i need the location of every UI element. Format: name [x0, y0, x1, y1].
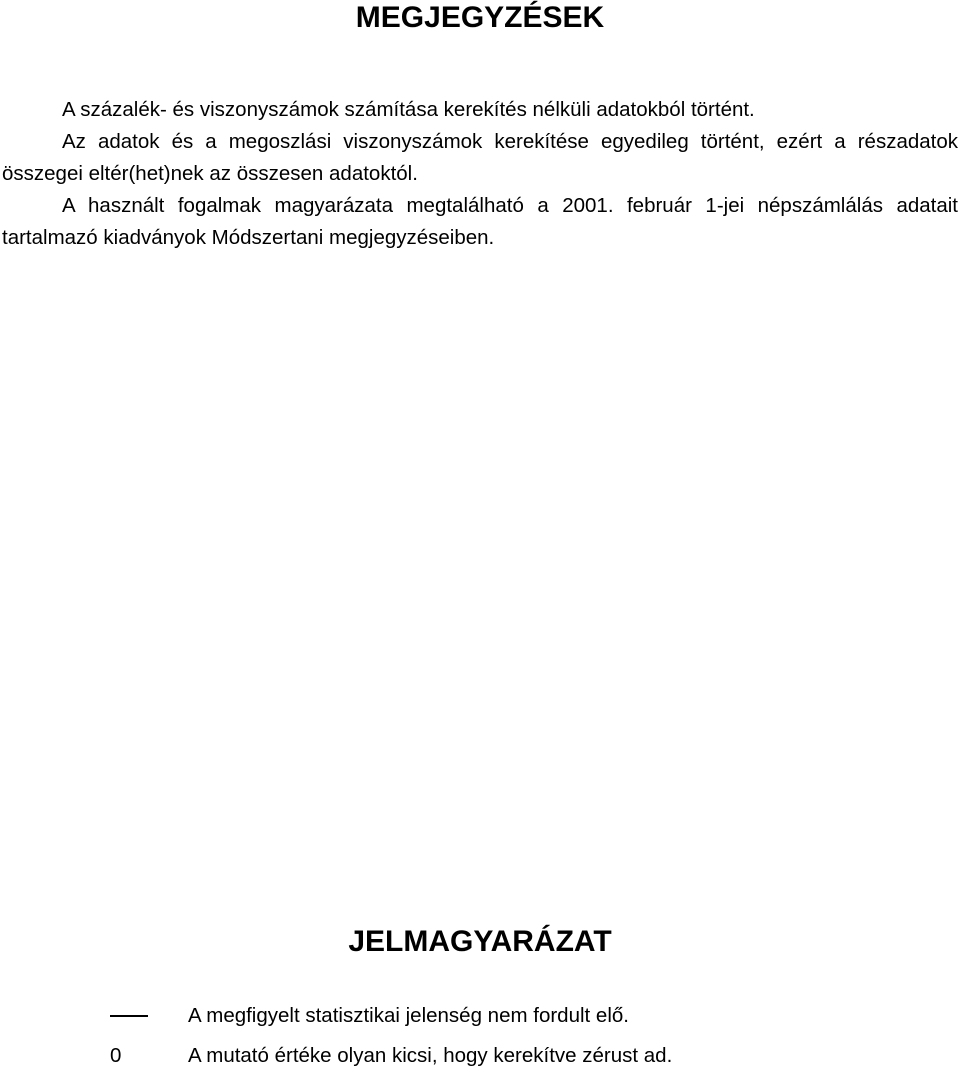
notes-paragraph-1: A százalék- és viszonyszámok számítása kerekítés nélküli adatokból történt.	[62, 98, 755, 121]
legend-symbol-dash	[110, 1015, 148, 1017]
notes-paragraph-2: Az adatok és a megoszlási viszonyszámok kerekítése egyedileg történt, ezért a részadatok összegei eltér(het)nek az összesen adatoktól.	[2, 130, 958, 185]
legend-section	[0, 1000, 960, 1080]
legend-title: JELMAGYARÁZAT	[348, 925, 612, 958]
legend-item	[0, 1000, 960, 1040]
notes-section	[2, 94, 958, 254]
legend-item	[0, 1040, 960, 1080]
notes-title: MEGJEGYZÉSEK	[355, 1, 605, 34]
legend-symbol-zero: 0	[110, 1044, 122, 1067]
legend-text: A megfigyelt statisztikai jelenség nem fordult elő.	[188, 1004, 629, 1027]
notes-paragraph-3: A használt fogalmak magyarázata megtalálható a 2001. február 1-jei népszámlálás adatait tartalmazó kiadványok Módszertani megjegyzéseiben.	[2, 194, 958, 249]
legend-text: A mutató értéke olyan kicsi, hogy kerekítve zérust ad.	[188, 1044, 673, 1067]
